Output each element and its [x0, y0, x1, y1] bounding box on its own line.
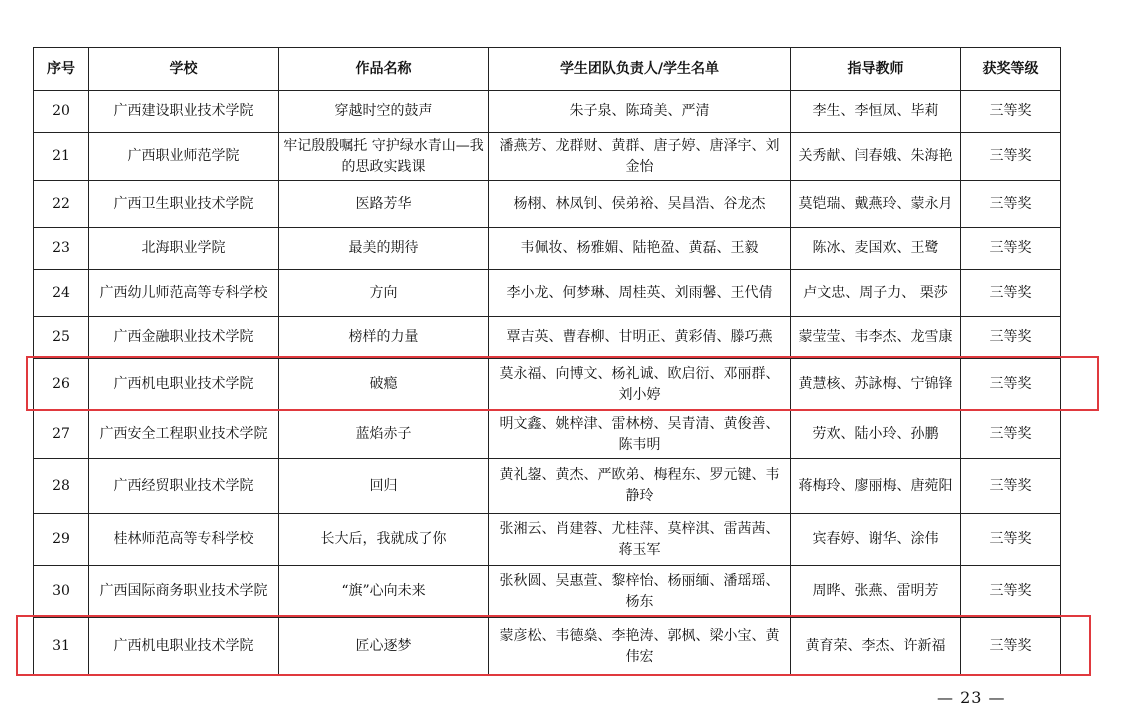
header-school: 学校: [89, 48, 279, 91]
table-row: [34, 181, 1061, 228]
table-row: [34, 133, 1061, 181]
cell-no: 27: [34, 411, 89, 459]
cell-no: 24: [34, 270, 89, 317]
cell-no: 23: [34, 228, 89, 270]
cell-no: 25: [34, 317, 89, 359]
cell-award: 三等奖: [961, 228, 1061, 270]
header-work: 作品名称: [279, 48, 489, 91]
cell-no: 22: [34, 181, 89, 228]
cell-award: 三等奖: [961, 91, 1061, 133]
table-row: [34, 514, 1061, 566]
cell-students: 蒙彦松、韦德燊、李艳涛、郭枫、梁小宝、黄伟宏: [489, 618, 791, 676]
cell-no: 29: [34, 514, 89, 566]
cell-school: 广西机电职业技术学院: [89, 618, 279, 676]
cell-students: 张秋圆、吴惠萱、黎梓怡、杨丽缅、潘瑶瑶、杨东: [489, 566, 791, 618]
table-row: [34, 566, 1061, 618]
cell-teachers: 劳欢、陆小玲、孙鹏: [791, 411, 961, 459]
cell-teachers: 卢文忠、周子力、 栗莎: [791, 270, 961, 317]
cell-award: 三等奖: [961, 411, 1061, 459]
cell-award: 三等奖: [961, 317, 1061, 359]
cell-work: 匠心逐梦: [279, 618, 489, 676]
cell-work: 长大后，我就成了你: [279, 514, 489, 566]
cell-work: 牢记殷殷嘱托 守护绿水青山—我的思政实践课: [279, 133, 489, 181]
cell-work: 破瘾: [279, 359, 489, 411]
cell-work: 最美的期待: [279, 228, 489, 270]
cell-school: 桂林师范高等专科学校: [89, 514, 279, 566]
cell-school: 广西卫生职业技术学院: [89, 181, 279, 228]
cell-work: 榜样的力量: [279, 317, 489, 359]
table-header-row: [34, 48, 1061, 91]
cell-teachers: 莫铠瑞、戴燕玲、蒙永月: [791, 181, 961, 228]
cell-school: 广西机电职业技术学院: [89, 359, 279, 411]
cell-award: 三等奖: [961, 181, 1061, 228]
table-row: [34, 411, 1061, 459]
cell-work: 蓝焰赤子: [279, 411, 489, 459]
cell-award: 三等奖: [961, 133, 1061, 181]
cell-students: 李小龙、何梦琳、周桂英、刘雨馨、王代倩: [489, 270, 791, 317]
header-teachers: 指导教师: [791, 48, 961, 91]
cell-school: 广西职业师范学院: [89, 133, 279, 181]
cell-school: 广西国际商务职业技术学院: [89, 566, 279, 618]
cell-work: 医路芳华: [279, 181, 489, 228]
cell-teachers: 李生、李恒凤、毕莉: [791, 91, 961, 133]
cell-students: 朱子泉、陈琦美、严清: [489, 91, 791, 133]
highlight-box-row-26: [26, 356, 1099, 411]
cell-students: 杨栩、林凤钊、侯弟裕、吴昌浩、谷龙杰: [489, 181, 791, 228]
cell-no: 31: [34, 618, 89, 676]
page-number: — 23 —: [937, 688, 1006, 707]
cell-no: 20: [34, 91, 89, 133]
cell-teachers: 陈冰、麦国欢、王鹭: [791, 228, 961, 270]
cell-school: 广西安全工程职业技术学院: [89, 411, 279, 459]
cell-teachers: 宾春婷、谢华、涂伟: [791, 514, 961, 566]
cell-award: 三等奖: [961, 514, 1061, 566]
cell-school: 广西幼儿师范高等专科学校: [89, 270, 279, 317]
cell-school: 广西经贸职业技术学院: [89, 459, 279, 514]
table-row: [34, 459, 1061, 514]
cell-school: 北海职业学院: [89, 228, 279, 270]
cell-students: 明文鑫、姚梓津、雷林榜、吴青清、黄俊善、陈韦明: [489, 411, 791, 459]
cell-school: 广西金融职业技术学院: [89, 317, 279, 359]
cell-work: 方向: [279, 270, 489, 317]
cell-award: 三等奖: [961, 270, 1061, 317]
table-row: [34, 91, 1061, 133]
cell-work: 穿越时空的鼓声: [279, 91, 489, 133]
cell-students: 韦佩妆、杨雅媚、陆艳盈、黄磊、王毅: [489, 228, 791, 270]
header-students: 学生团队负责人/学生名单: [489, 48, 791, 91]
cell-teachers: 周晔、张燕、雷明芳: [791, 566, 961, 618]
table-row: [34, 270, 1061, 317]
cell-no: 28: [34, 459, 89, 514]
cell-no: 30: [34, 566, 89, 618]
cell-teachers: 蒙莹莹、韦李杰、龙雪康: [791, 317, 961, 359]
cell-award: 三等奖: [961, 618, 1061, 676]
cell-no: 26: [34, 359, 89, 411]
cell-students: 覃吉英、曹春柳、甘明正、黄彩倩、滕巧燕: [489, 317, 791, 359]
cell-award: 三等奖: [961, 459, 1061, 514]
cell-school: 广西建设职业技术学院: [89, 91, 279, 133]
cell-award: 三等奖: [961, 566, 1061, 618]
cell-work: 回归: [279, 459, 489, 514]
cell-work: “旗”心向未来: [279, 566, 489, 618]
header-no: 序号: [34, 48, 89, 91]
cell-teachers: 黄慧核、苏詠梅、宁锦锋: [791, 359, 961, 411]
cell-teachers: 蒋梅玲、廖丽梅、唐菀阳: [791, 459, 961, 514]
header-award: 获奖等级: [961, 48, 1061, 91]
highlight-box-row-31: [16, 615, 1091, 676]
cell-students: 张湘云、肖建蓉、尤桂萍、莫梓淇、雷茜茜、蒋玉军: [489, 514, 791, 566]
table-row: [34, 228, 1061, 270]
cell-no: 21: [34, 133, 89, 181]
table-row: [34, 317, 1061, 359]
cell-students: 潘燕芳、龙群财、黄群、唐子婷、唐泽宇、刘金怡: [489, 133, 791, 181]
cell-students: 莫永福、向博文、杨礼诚、欧启衍、邓丽群、刘小婷: [489, 359, 791, 411]
cell-students: 黄礼鋆、黄杰、严欧弟、梅程东、罗元键、韦静玲: [489, 459, 791, 514]
cell-award: 三等奖: [961, 359, 1061, 411]
cell-teachers: 黄育荣、李杰、许新福: [791, 618, 961, 676]
cell-teachers: 关秀献、闫春娥、朱海艳: [791, 133, 961, 181]
